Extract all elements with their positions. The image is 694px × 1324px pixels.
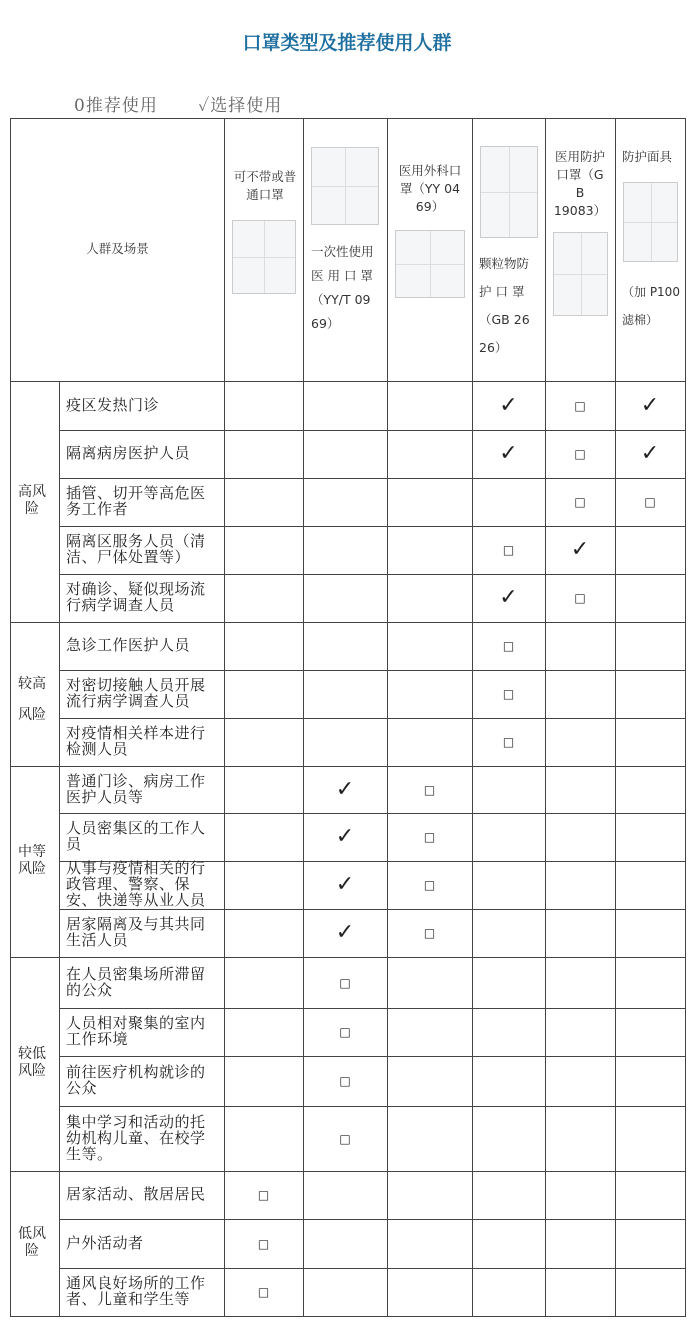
box-mark: □: [644, 495, 656, 509]
scenario-label: [66, 1275, 224, 1307]
scenario-line: 人员密集区的工作人: [66, 819, 206, 837]
scenario-line: 员: [66, 835, 82, 853]
box-mark: □: [502, 687, 515, 701]
scenario-label: [66, 1114, 224, 1162]
risk-category-line: 高风: [18, 483, 46, 500]
scenario-line: 生活人员: [66, 931, 129, 949]
box-mark: □: [502, 639, 515, 653]
check-mark: ✓: [570, 537, 590, 562]
scenario-line: 的公众: [66, 980, 113, 999]
scenario-label: [66, 1235, 224, 1251]
header-col3: 医用外科口 罩（YY 04 69）: [398, 163, 462, 214]
scenario-line: 从事与疫情相关的行: [66, 859, 206, 877]
scenario-line: 公众: [66, 1079, 98, 1097]
scenario-line: 对密切接触人员开展: [66, 676, 206, 694]
row-line: [59, 813, 686, 814]
box-mark: □: [339, 1131, 351, 1146]
risk-category-line: 较低: [18, 1046, 46, 1062]
row-line: [59, 909, 686, 910]
row-line: [59, 574, 686, 575]
risk-category-line: 风险: [18, 1063, 46, 1079]
scenario-line: 通风良好场所的工作: [66, 1274, 206, 1292]
scenario-label: [66, 820, 224, 852]
scenario-label: [66, 445, 224, 461]
scenario-label: [66, 533, 224, 565]
risk-category-line: 风险: [18, 860, 46, 877]
header-col1: 可不带或普通口罩: [233, 169, 297, 202]
scenario-line: 者、儿童和学生等: [66, 1290, 191, 1308]
risk-category-line: 较高: [18, 676, 46, 692]
scenario-line: 安、快递等从业人员: [66, 891, 206, 909]
row-line: [59, 430, 686, 431]
respirator-image: [623, 182, 678, 262]
row-line: [59, 1008, 686, 1009]
col-line: [59, 381, 60, 1316]
check-mark: ✓: [335, 920, 355, 945]
box-mark: □: [574, 447, 586, 461]
row-line: [59, 670, 686, 671]
scenario-line: 普通门诊、病房工作: [66, 771, 206, 790]
scenario-line: 洁、尸体处置等）: [66, 548, 191, 566]
box-mark: □: [423, 926, 436, 940]
scenario-label: [66, 1064, 224, 1096]
check-mark: ✓: [335, 872, 355, 897]
risk-category-line: 险: [25, 500, 39, 517]
scenario-line: 生等。: [66, 1144, 113, 1163]
scenario-line: 居家活动、散居居民: [66, 1185, 206, 1203]
disposable-mask-image: [311, 147, 379, 225]
box-mark: □: [502, 543, 515, 557]
check-mark: ✓: [335, 824, 355, 849]
scenario-label: [66, 966, 224, 998]
scenario-line: 急诊工作医护人员: [66, 636, 191, 654]
col-line: [387, 118, 388, 1317]
scenario-label: [66, 1186, 224, 1202]
box-mark: □: [574, 398, 586, 413]
box-mark: □: [339, 1025, 351, 1039]
scenario-line: 插管、切开等高危医: [66, 484, 206, 502]
col-line: [615, 118, 616, 1317]
row-line: [59, 718, 686, 719]
box-mark: □: [423, 878, 436, 892]
box-mark: □: [574, 495, 586, 509]
col-line: [472, 118, 473, 1317]
scenario-line: 隔离病房医护人员: [66, 444, 191, 462]
page-title: 口罩类型及推荐使用人群: [242, 32, 452, 54]
scenario-label: [66, 773, 224, 805]
scenario-line: 对确诊、疑似现场流: [66, 580, 206, 598]
scenario-line: 务工作者: [66, 500, 129, 518]
risk-category: [12, 1046, 52, 1080]
check-mark: ✓: [499, 392, 518, 418]
header-col2: 一次性使用 医 用 口 罩 （YY/T 09 69）: [311, 244, 374, 331]
plain-mask-image: [232, 220, 296, 294]
risk-category-line: 低风: [18, 1225, 46, 1242]
legend: [74, 91, 316, 116]
box-mark: □: [339, 1074, 351, 1088]
scenario-line: 居家隔离及与其共同: [66, 915, 206, 933]
scenario-line: 检测人员: [66, 740, 129, 758]
box-mark: □: [257, 1236, 270, 1251]
check-mark: ✓: [499, 441, 518, 466]
row-line: [10, 1316, 686, 1317]
scenario-line: 前往医疗机构就诊的: [66, 1063, 206, 1081]
header-col4: 颗粒物防 护 口 罩 （GB 26 26）: [479, 256, 530, 355]
scenario-line: 政管理、警察、保: [66, 875, 191, 893]
legend-optional: ✓选择使用: [198, 96, 283, 116]
box-mark: □: [257, 1285, 270, 1299]
col-line: [685, 118, 686, 1317]
row-line: [59, 1106, 686, 1107]
box-mark: □: [423, 830, 436, 844]
box-mark: □: [257, 1188, 270, 1202]
row-line: [59, 1056, 686, 1057]
legend-recommended: 0推荐使用: [74, 96, 158, 116]
check-mark: ✓: [640, 441, 660, 466]
check-mark: ✓: [335, 776, 355, 802]
scenario-label: [66, 397, 224, 413]
scenario-line: 人员相对聚集的室内: [66, 1014, 206, 1032]
row-line: [59, 478, 686, 479]
box-mark: □: [502, 735, 515, 749]
scenario-line: 隔离区服务人员（清: [66, 532, 206, 550]
row-line: [10, 622, 686, 623]
risk-category: [12, 676, 52, 724]
scenario-label: [66, 725, 224, 757]
row-line: [59, 526, 686, 527]
header-col6-sub: （加 P100 滤棉）: [622, 285, 680, 327]
scenario-label: [66, 485, 224, 517]
col-line: [10, 118, 11, 1317]
scenario-label: [66, 1015, 224, 1047]
check-mark: ✓: [499, 585, 518, 610]
risk-category-line: 中等: [18, 843, 46, 860]
scenario-line: 对疫情相关样本进行: [66, 724, 206, 742]
scenario-label: [66, 677, 224, 709]
scenario-line: 集中学习和活动的托: [66, 1112, 206, 1131]
scenario-line: 幼机构儿童、在校学: [66, 1128, 206, 1147]
header-bottom-line: [10, 381, 686, 382]
scenario-label: [66, 916, 224, 948]
risk-category: [12, 844, 52, 878]
row-line: [10, 1171, 686, 1172]
box-mark: □: [574, 591, 586, 605]
row-line: [10, 957, 686, 958]
risk-category: [12, 1226, 52, 1260]
surgical-mask-image: [395, 230, 465, 298]
risk-category: [12, 484, 52, 518]
header-col6-title: 防护面具: [622, 149, 673, 164]
scenario-line: 在人员密集场所滞留: [66, 964, 206, 983]
header-corner: 人群及场景: [86, 241, 149, 256]
scenario-label: [66, 860, 224, 908]
scenario-label: [66, 637, 224, 653]
scenario-line: 疫区发热门诊: [66, 395, 160, 414]
col-line: [224, 118, 225, 1317]
header-col5: 医用防护 口罩（G B 19083）: [553, 149, 607, 218]
row-line: [59, 1268, 686, 1269]
box-mark: □: [423, 782, 436, 797]
scenario-line: 户外活动者: [66, 1233, 144, 1252]
box-mark: □: [339, 975, 351, 990]
check-mark: ✓: [640, 392, 660, 418]
row-line: [10, 766, 686, 767]
particulate-mask-image: [480, 146, 538, 238]
scenario-line: 工作环境: [66, 1030, 129, 1048]
row-line: [59, 1219, 686, 1220]
scenario-line: 流行病学调查人员: [66, 692, 191, 710]
scenario-label: [66, 581, 224, 613]
scenario-line: 医护人员等: [66, 787, 144, 806]
scenario-line: 行病学调查人员: [66, 596, 175, 614]
risk-category-line: 险: [25, 1242, 39, 1259]
table-border-top: [10, 118, 686, 119]
medical-protective-mask-image: [553, 232, 608, 316]
risk-category-line: 风险: [18, 707, 46, 723]
col-line: [303, 118, 304, 1317]
col-line: [545, 118, 546, 1317]
